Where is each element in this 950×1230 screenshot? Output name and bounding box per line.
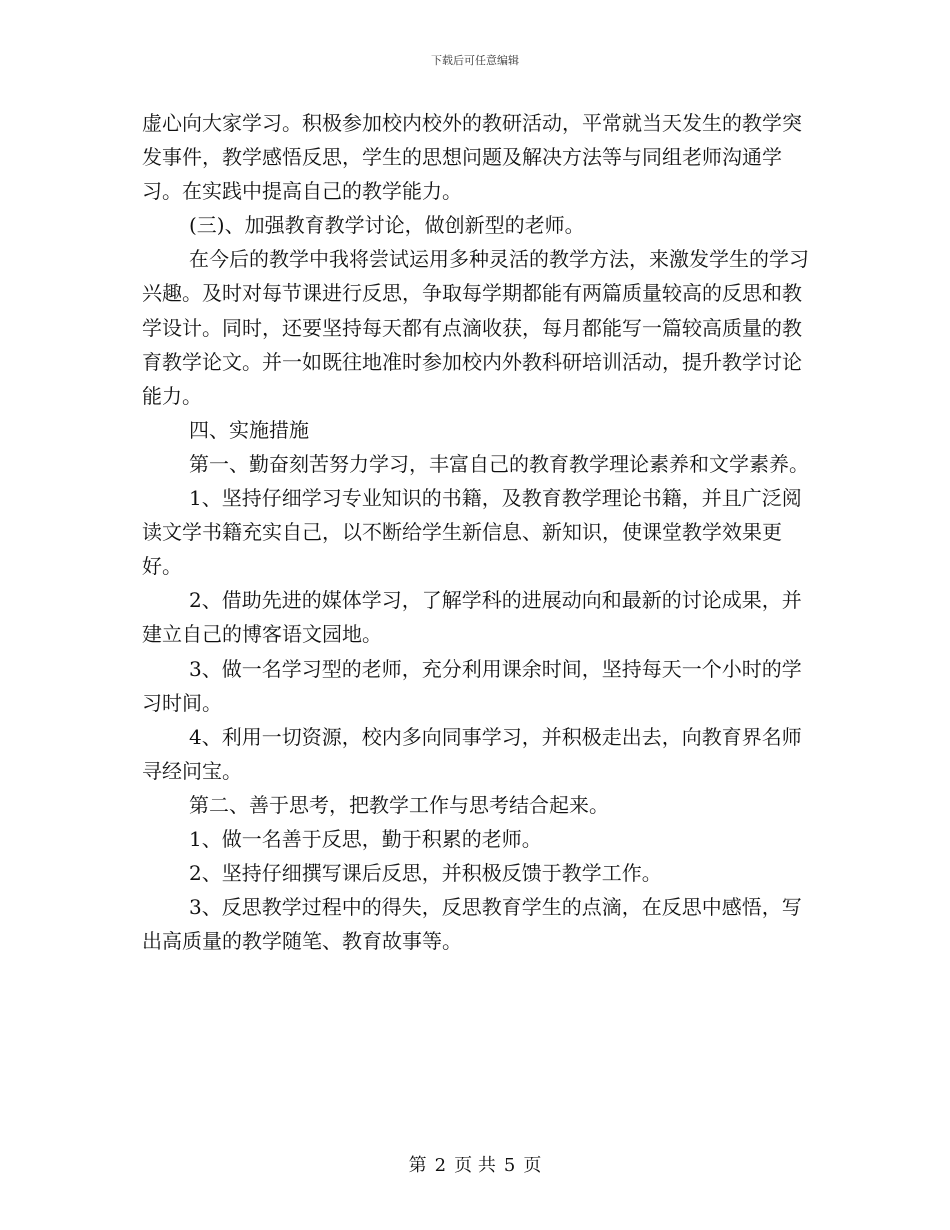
list-item: 2、坚持仔细撰写课后反思，并积极反馈于教学工作。 bbox=[189, 861, 662, 886]
section-heading: 四、实施措施 bbox=[189, 417, 309, 442]
page-label-suffix: 页 bbox=[523, 1155, 542, 1176]
current-page-number: 2 bbox=[434, 1155, 447, 1176]
list-item: 2、借助先进的媒体学习，了解学科的进展动向和最新的讨论成果，并建立自己的博客语文园地。 bbox=[142, 588, 802, 647]
paragraph: 虚心向大家学习。积极参加校内校外的教研活动，平常就当天发生的教学突发事件，教学感悟反思，学生的思想问题及解决方法等与同组老师沟通学习。在实践中提高自己的教学能力。 bbox=[142, 111, 802, 204]
page-label-prefix: 第 bbox=[408, 1155, 427, 1176]
total-pages-number: 5 bbox=[503, 1155, 516, 1176]
page-label-mid: 页 共 bbox=[454, 1155, 496, 1176]
paragraph: 在今后的教学中我将尝试运用多种灵活的教学方法，来激发学生的学习兴趣。及时对每节课进行反思，争取每学期都能有两篇质量较高的反思和教学设计。同时，还要坚持每天都有点滴收获，每月都能写一篇较高质量的教育教学论文。并一如既往地准时参加校内外教科研培训活动，提升教学讨论能力。 bbox=[142, 247, 809, 408]
list-item: 3、反思教学过程中的得失，反思教育学生的点滴，在反思中感悟，写出高质量的教学随笔、教育故事等。 bbox=[142, 895, 802, 954]
list-item: 3、做一名学习型的老师，充分利用课余时间，坚持每天一个小时的学习时间。 bbox=[142, 656, 802, 715]
paragraph: 第一、勤奋刻苦努力学习，丰富自己的教育教学理论素养和文学素养。 bbox=[189, 451, 809, 476]
page-header: 下载后可任意编辑 bbox=[431, 54, 519, 67]
document-body bbox=[142, 106, 810, 958]
section-heading: (三)、加强教育教学讨论，做创新型的老师。 bbox=[189, 213, 585, 238]
list-item: 1、做一名善于反思，勤于积累的老师。 bbox=[189, 826, 542, 851]
list-item: 1、坚持仔细学习专业知识的书籍，及教育教学理论书籍，并且广泛阅读文学书籍充实自己，以不断给学生新信息、新知识，使课堂教学效果更好。 bbox=[142, 486, 802, 579]
list-item: 4、利用一切资源，校内多向同事学习，并积极走出去，向教育界名师寻经问宝。 bbox=[142, 724, 802, 783]
paragraph: 第二、善于思考，把教学工作与思考结合起来。 bbox=[189, 792, 609, 817]
page-number bbox=[0, 1151, 950, 1177]
